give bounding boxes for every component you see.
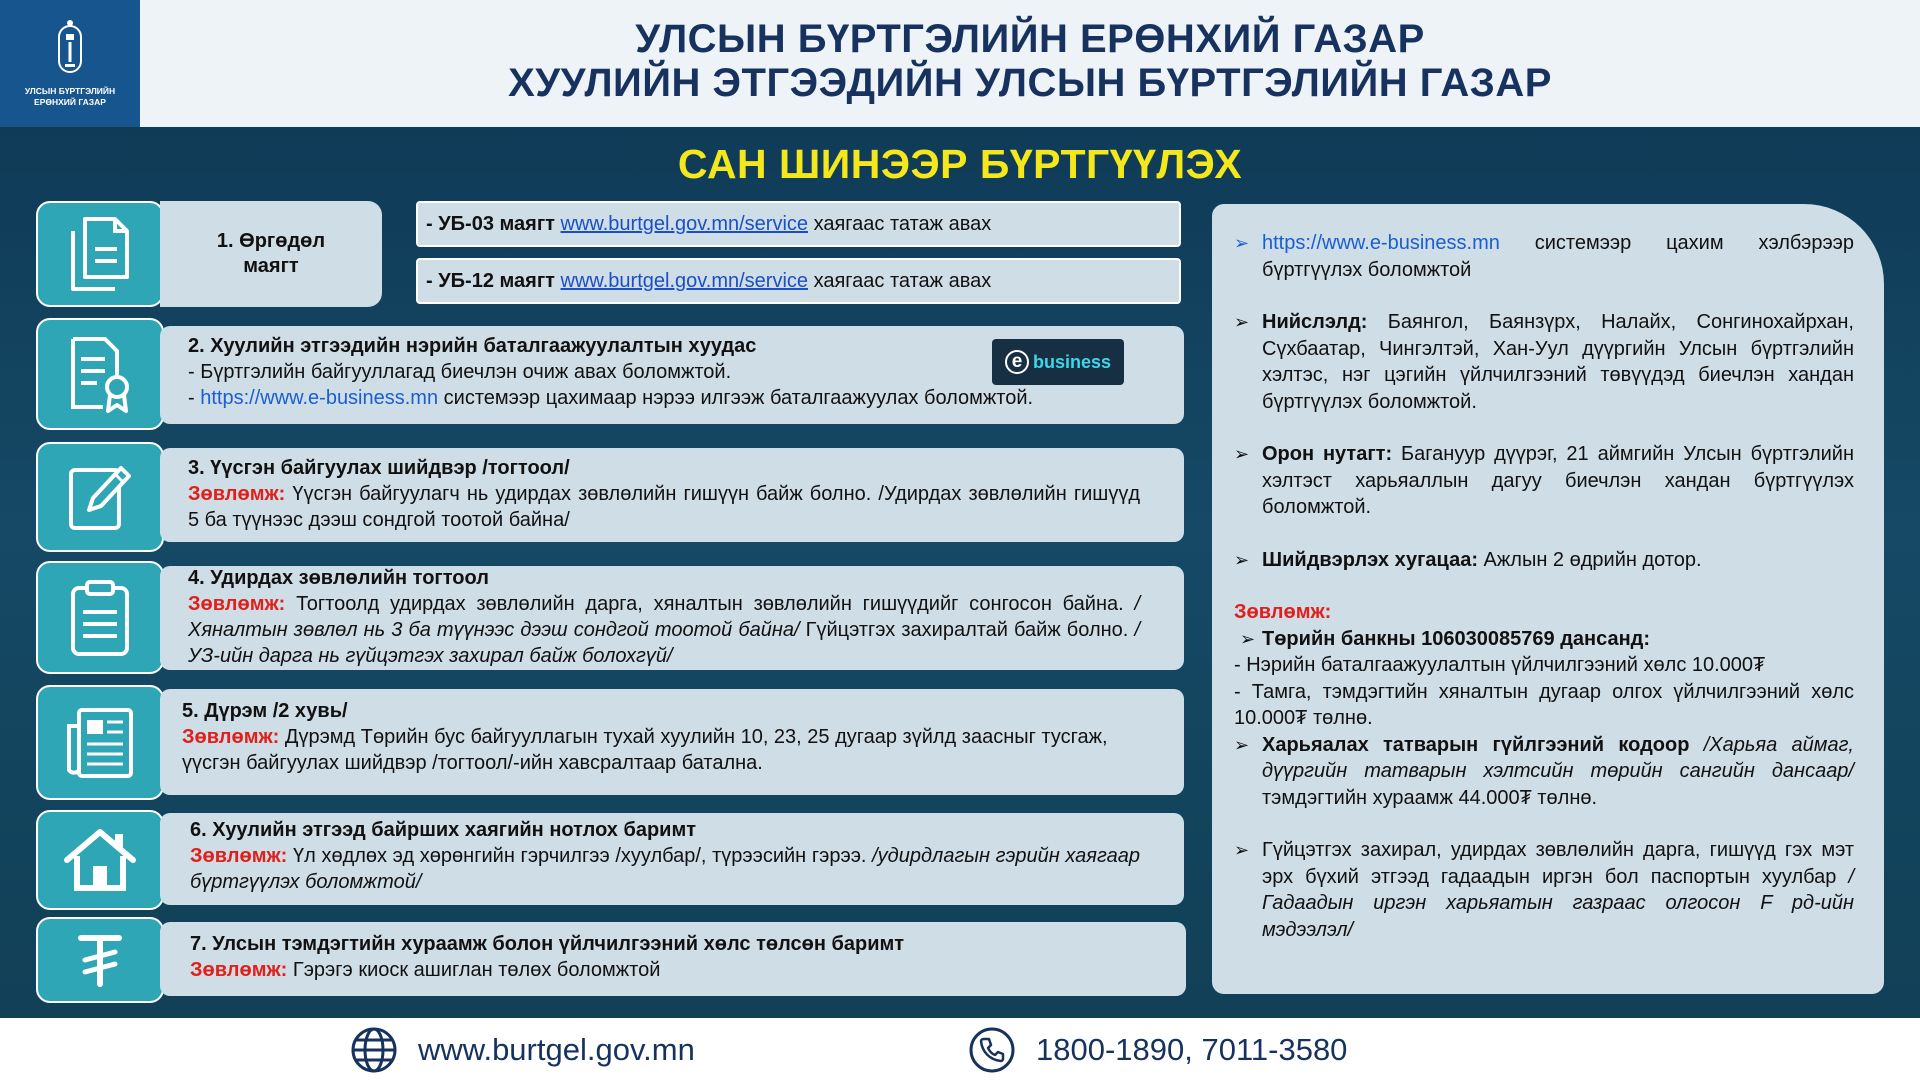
main-title: САН ШИНЭЭР БҮРТГҮҮЛЭХ: [677, 141, 1243, 187]
step4-note-text: Тогтоолд удирдах зөвлөлийн дарга, хяналтын зөвлөлийн гишүүдийг сонгосон байна.: [285, 593, 1135, 615]
info-tax-text: тэмдэгтийн хураамж 44.000₮ төлнө.: [1262, 786, 1598, 809]
step2-title: 2. Хуулийн этгээдийн нэрийн баталгаажуулалтын хуудас: [188, 335, 757, 357]
phone-icon: [968, 1026, 1016, 1074]
step1-title: 1. Өргөдөл маягт: [216, 230, 326, 277]
info-tax-italic: /Харьяа аймаг, дүүргийн татварын хэлтсийн төрийн сангийн дансаар/: [1262, 733, 1854, 782]
step1-panel: [160, 201, 382, 307]
footer-website[interactable]: www.burtgel.gov.mn: [418, 1032, 695, 1067]
step3-title: 3. Үүсгэн байгуулах шийдвэр /тогтоол/: [188, 457, 570, 479]
info-duration-label: Шийдвэрлэх хугацаа:: [1262, 548, 1478, 571]
documents-icon: [65, 215, 135, 293]
info-tax: [1234, 732, 1854, 812]
info-ebusiness-link[interactable]: https://www.e-business.mn: [1262, 232, 1500, 254]
info-bank-line1: - Нэрийн баталгаажуулалтын үйлчилгээний хөлс 10.000₮: [1234, 654, 1766, 676]
info-ebusiness-text: системээр цахим хэлбэрээр бүртгүүлэх боломжтой: [1262, 232, 1854, 281]
step5-icon-box: [36, 685, 164, 800]
step4-note-text2: Гүйцэтгэх захиралтай байж болно.: [799, 619, 1135, 641]
info-advice-label: Зөвлөмж:: [1234, 601, 1332, 623]
step7-note: [190, 957, 1164, 983]
ebusiness-badge-text: business: [1032, 351, 1112, 372]
info-bank-line2: - Тамга, тэмдэгтийн хяналтын дугаар олгох үйлчилгээний хөлс 10.000₮ төлнө.: [1234, 680, 1854, 729]
clipboard-icon: [67, 578, 133, 658]
step3-note-label: Зөвлөмж:: [188, 483, 286, 505]
ebusiness-e-icon: e: [1005, 350, 1029, 374]
step2-line2-prefix: -: [188, 387, 201, 409]
step4-panel: [160, 566, 1184, 670]
step7-icon-box: [36, 917, 164, 1003]
step6-title: 6. Хуулийн этгээд байрших хаягийн нотлох баримт: [190, 819, 697, 841]
emblem-icon: [56, 18, 84, 78]
step2-ebusiness-link[interactable]: https://www.e-business.mn: [200, 387, 439, 409]
info-bank: [1234, 626, 1854, 653]
arrow-icon: ➢: [1234, 840, 1250, 860]
form-ub03-link[interactable]: www.burtgel.gov.mn/service: [560, 213, 809, 235]
logo-text-line2: ЕРӨНХИЙ ГАЗАР: [34, 97, 106, 107]
step6-note: [190, 843, 1140, 895]
logo-text: [0, 86, 140, 108]
form-ub03-code: - УБ-03 маягт: [426, 213, 555, 235]
step6-icon-box: [36, 810, 164, 910]
step4-note: [188, 591, 1140, 669]
step5-note-text: Дүрэмд Төрийн бус байгууллагын тухай хуулийн 10, 23, 25 дугаар зүйлд заасныг тусгаж, үүсгэн байгуулах шийдвэр /тогтоол/-ийн хавсралтаар батална.: [182, 726, 1108, 774]
step3-note-text: Үүсгэн байгуулагч нь удирдах зөвлөлийн гишүүн байж болно. /Удирдах зөвлөлийн гишүүд 5 ба түүнээс дээш сондгой тоотой байна/: [188, 483, 1140, 531]
step2-line1: - Бүртгэлийн байгууллагад биечлэн очиж авах боломжтой.: [188, 361, 732, 383]
step1-icon-box: [36, 201, 164, 307]
step4-note-italic1: /Хяналтын зөвлөл нь 3 ба түүнээс дээш сондгой тоотой байна/: [188, 593, 1140, 641]
footer: [0, 1018, 1920, 1080]
home-icon: [63, 828, 137, 892]
form-ub12-link[interactable]: www.burtgel.gov.mn/service: [560, 270, 809, 292]
footer-phone[interactable]: 1800-1890, 7011-3580: [1036, 1032, 1348, 1067]
step3-note: [188, 481, 1140, 533]
info-bank-title: Төрийн банкны 106030085769 дансанд:: [1262, 627, 1651, 650]
step2-line2: [188, 385, 1162, 411]
header: [0, 0, 1920, 127]
step7-note-text: Гэрэгэ киоск ашиглан төлөх боломжтой: [287, 959, 661, 981]
form-ub12-row: [416, 258, 1181, 304]
step2-line2-suffix: системээр цахимаар нэрээ илгээж баталгаажуулах боломжтой.: [438, 387, 1034, 409]
newspaper-icon: [65, 706, 135, 780]
info-capital-label: Нийслэлд:: [1262, 311, 1368, 333]
info-local: [1234, 441, 1854, 521]
form-ub03-suffix: хаягаас татаж авах: [813, 213, 992, 235]
arrow-icon: ➢: [1234, 312, 1250, 332]
info-capital-text: Баянгол, Баянзүрх, Налайх, Сонгинохайрхан, Сүхбаатар, Чингэлтэй, Хан-Уул дүүргийн Улсын бүртгэлийн хэлтэс, нэг цэгийн үйлчилгээний төвүүдэд биечлэн хандан бүртгүүлэх боломжтой.: [1262, 311, 1854, 413]
step6-note-label: Зөвлөмж:: [190, 845, 288, 867]
step7-title: 7. Улсын тэмдэгтийн хураамж болон үйлчилгээний хөлс төлсөн баримт: [190, 933, 905, 955]
step3-icon-box: [36, 442, 164, 552]
info-ebusiness: [1234, 230, 1854, 283]
info-tax-label: Харьяалах татварын гүйлгээний кодоор: [1262, 733, 1690, 756]
certificate-icon: [65, 335, 135, 413]
info-duration: [1234, 547, 1854, 574]
info-foreign: [1234, 837, 1854, 943]
form-ub03-row: [416, 201, 1181, 247]
step4-note-label: Зөвлөмж:: [188, 593, 286, 615]
step6-panel: [160, 813, 1184, 905]
step5-note: [182, 724, 1158, 776]
arrow-icon: ➢: [1234, 444, 1250, 464]
page-title-line1: УЛСЫН БҮРТГЭЛИЙН ЕРӨНХИЙ ГАЗАР: [635, 17, 1425, 61]
arrow-icon: ➢: [1234, 734, 1250, 755]
info-local-label: Орон нутагт:: [1262, 443, 1393, 465]
logo-text-line1: УЛСЫН БҮРТГЭЛИЙН: [24, 86, 116, 96]
step5-title: 5. Дүрэм /2 хувь/: [182, 700, 348, 722]
step4-note-italic2: /УЗ-ийн дарга нь гүйцэтгэх захирал байж болохгүй/: [188, 619, 1140, 667]
info-foreign-text: Гүйцэтгэх захирал, удирдах зөвлөлийн дарга, гишүүд гэх мэт эрх бүхий этгээд гадаадын иргэн бол паспортын хуулбар: [1262, 839, 1854, 888]
step5-note-label: Зөвлөмж:: [182, 726, 280, 748]
info-panel: [1212, 204, 1884, 994]
arrow-icon: ➢: [1234, 549, 1250, 570]
step2-icon-box: [36, 318, 164, 430]
step6-note-italic: /удирдлагын гэрийн хаягаар бүртгүүлэх боломжтой/: [190, 845, 1140, 893]
step6-note-text: Үл хөдлөх эд хөрөнгийн гэрчилгээ /хуулбар/, түрээсийн гэрээ.: [287, 845, 873, 867]
ebusiness-badge[interactable]: [992, 339, 1124, 385]
step4-title: 4. Удирдах зөвлөлийн тогтоол: [188, 567, 489, 589]
arrow-icon: ➢: [1240, 628, 1256, 649]
page-title-line2: ХУУЛИЙН ЭТГЭЭДИЙН УЛСЫН БҮРТГЭЛИЙН ГАЗАР: [508, 61, 1552, 105]
info-capital: [1234, 309, 1854, 415]
arrow-icon: ➢: [1234, 233, 1250, 253]
globe-icon: [350, 1026, 398, 1074]
info-local-text: Багануур дүүрэг, 21 аймгийн Улсын бүртгэлийн хэлтэст харьяаллын дагуу биечлэн хандан бүртгүүлэх боломжтой.: [1262, 443, 1854, 518]
step4-icon-box: [36, 561, 164, 674]
step7-note-label: Зөвлөмж:: [190, 959, 288, 981]
edit-icon: [65, 460, 135, 534]
form-ub12-suffix: хаягаас татаж авах: [813, 270, 992, 292]
logo: [0, 0, 140, 127]
step5-panel: [160, 689, 1184, 795]
tugrik-icon: [77, 932, 123, 988]
info-duration-text: Ажлын 2 өдрийн дотор.: [1478, 548, 1702, 571]
form-ub12-code: - УБ-12 маягт: [426, 270, 555, 292]
step3-panel: [160, 448, 1184, 542]
info-foreign-italic: /Гадаадын иргэн харьяатын газраас олгосон F рд-ийн мэдээлэл/: [1262, 865, 1854, 941]
step7-panel: [160, 922, 1186, 996]
